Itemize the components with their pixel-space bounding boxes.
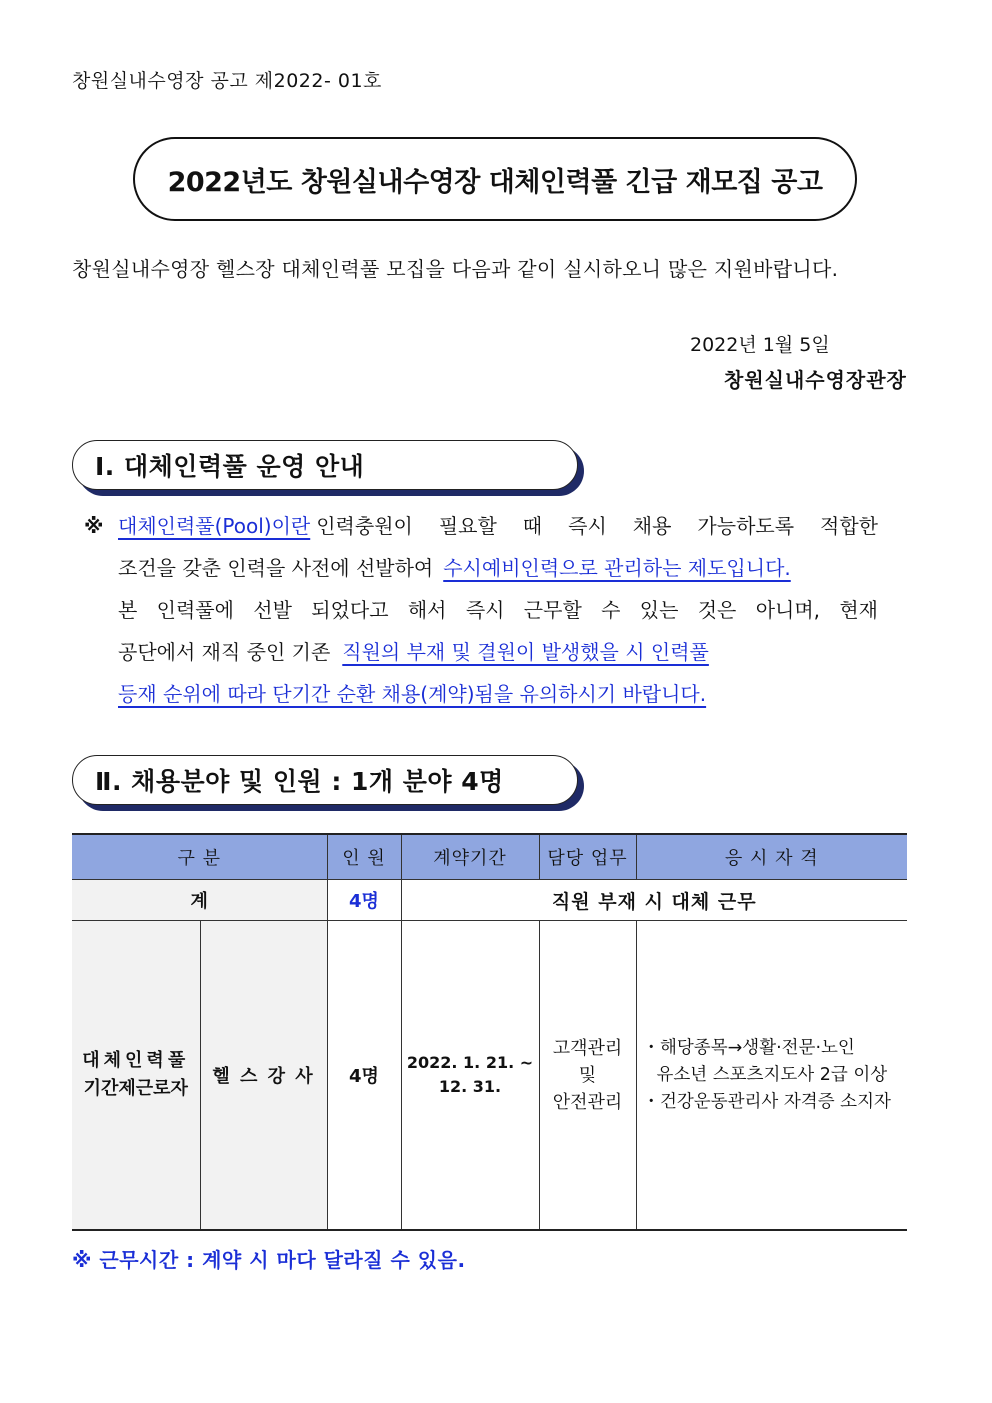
- notice-number: 창원실내수영장 공고 제2022- 01호: [72, 70, 382, 92]
- para-line-2: [118, 547, 878, 589]
- period-line-2: 12. 31.: [438, 1077, 502, 1096]
- footnote: ※ 근무시간 : 계약 시 마다 달라질 수 있음.: [72, 1248, 466, 1272]
- period-line-1: 2022. 1. 21. ~: [406, 1053, 534, 1072]
- duty-line-2: 및: [578, 1064, 597, 1086]
- qual-line-2: 유소년 스포츠지도사 2급 이상: [656, 1064, 888, 1085]
- total-count: 4명: [327, 880, 401, 921]
- total-label: 계: [72, 880, 327, 921]
- section1-heading-face: [72, 440, 578, 490]
- count-cell: 4명: [327, 921, 401, 1231]
- table-header-row: [72, 834, 907, 880]
- title-box: [133, 137, 857, 221]
- qual-line-1: ・해당종목→생활·전문·노인: [642, 1037, 855, 1058]
- para-line-5: [118, 673, 878, 715]
- recruitment-table: [72, 833, 907, 1231]
- category-cell: [72, 921, 200, 1231]
- para-line-1: [118, 505, 878, 547]
- table-total-row: [72, 880, 907, 921]
- para-line-1-rest: 인력충원이 필요할 때 즉시 채용 가능하도록 적합한: [316, 514, 878, 538]
- intro-text: 창원실내수영장 헬스장 대체인력풀 모집을 다음과 같이 실시하오니 많은 지원바랍니다.: [72, 257, 839, 281]
- position-cell: 헬 스 강 사: [200, 921, 327, 1231]
- section1-heading: Ⅰ. 대체인력풀 운영 안내: [95, 452, 365, 481]
- para-line-5-highlight: 등재 순위에 따라 단기간 순환 채용(계약)됨을 유의하시기 바랍니다.: [118, 682, 707, 706]
- section2-heading: Ⅱ. 채용분야 및 인원 : 1개 분야 4명: [95, 767, 504, 796]
- header-category: 구 분: [72, 834, 327, 880]
- table-row: [72, 921, 907, 1231]
- reference-mark: ※: [84, 514, 104, 538]
- duty-line-3: 안전관리: [552, 1091, 623, 1113]
- header-count: 인 원: [327, 834, 401, 880]
- period-cell: [401, 921, 539, 1231]
- notice-date: 2022년 1월 5일: [690, 334, 830, 356]
- section1-heading-box: [72, 440, 578, 490]
- para-line-4-highlight: 직원의 부재 및 결원이 발생했을 시 인력풀: [342, 640, 709, 664]
- header-duty: 담당 업무: [539, 834, 636, 880]
- duty-line-1: 고객관리: [552, 1037, 623, 1059]
- page-title: 2022년도 창원실내수영장 대체인력풀 긴급 재모집 공고: [167, 166, 823, 198]
- header-period: 계약기간: [401, 834, 539, 880]
- header-qualification: 응 시 자 격: [636, 834, 907, 880]
- para-line-3-text: 본 인력풀에 선발 되었다고 해서 즉시 근무할 수 있는 것은 아니며, 현재: [118, 598, 878, 622]
- para-line-3: [118, 589, 878, 631]
- category-line-1: 대체인력풀: [82, 1050, 190, 1071]
- signer: 창원실내수영장관장: [724, 368, 907, 392]
- para-line-2-highlight: 수시예비인력으로 관리하는 제도입니다.: [443, 556, 791, 580]
- qualification-cell: [636, 921, 907, 1231]
- total-note: 직원 부재 시 대체 근무: [401, 880, 907, 921]
- section2-heading-face: [72, 755, 578, 805]
- para-line-4-a: 공단에서 재직 중인 기존: [118, 640, 331, 664]
- para-line-4: [118, 631, 878, 673]
- section2-heading-box: [72, 755, 578, 805]
- para-line-2-a: 조건을 갖춘 인력을 사전에 선발하여: [118, 556, 434, 580]
- category-line-2: 기간제근로자: [83, 1078, 188, 1099]
- duty-cell: [539, 921, 636, 1231]
- pool-definition-term: 대체인력풀(Pool)이란: [118, 514, 311, 538]
- qual-line-3: ・건강운동관리사 자격증 소지자: [642, 1091, 891, 1112]
